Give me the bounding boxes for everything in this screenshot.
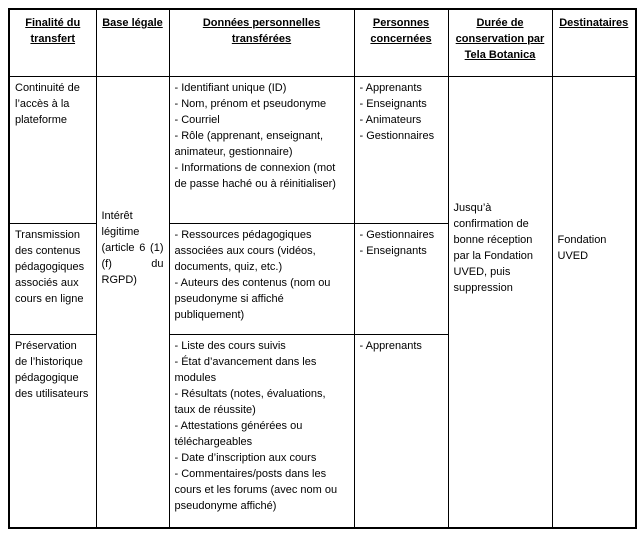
column-header-base-legale: Base légale xyxy=(96,9,169,76)
cell-finalite-transmission: Transmission des contenus pédagogiques associés aux cours en ligne xyxy=(9,223,96,334)
column-header-personnes-concernees: Personnes concernées xyxy=(354,9,448,76)
list-line: - Rôle (apprenant, enseignant, animateur, gestionnaire) xyxy=(174,129,324,158)
cell-donnees-historique xyxy=(169,334,354,528)
list-line: - Auteurs des contenus (nom ou pseudonyme si affiché publiquement) xyxy=(174,276,331,321)
list-line: - Apprenants xyxy=(359,81,422,94)
column-header-destinataires: Destinataires xyxy=(552,9,636,76)
list-line: - Date d’inscription aux cours xyxy=(174,451,317,464)
cell-personnes-apprenants xyxy=(354,334,448,528)
list-line: - Ressources pédagogiques associées aux cours (vidéos, documents, quiz, etc.) xyxy=(174,228,316,273)
column-header-duree-conservation: Durée de conservation par Tela Botanica xyxy=(448,9,552,76)
cell-duree-conservation: Jusqu’à confirmation de bonne réception par la Fondation UVED, puis suppression xyxy=(448,76,552,528)
list-line: - Apprenants xyxy=(359,339,422,352)
cell-personnes-gestionnaires-enseignants xyxy=(354,223,448,334)
list-line: - Identifiant unique (ID) xyxy=(174,81,287,94)
list-line: - Attestations générées ou téléchargeables xyxy=(174,419,303,448)
rgpd-transfer-table xyxy=(8,8,637,529)
list-line: - Enseignants xyxy=(359,244,427,257)
cell-personnes-tous xyxy=(354,76,448,223)
table-row-continuite-acces xyxy=(9,76,636,223)
list-line: - Commentaires/posts dans les cours et les forums (avec nom ou pseudonyme affiché) xyxy=(174,467,338,512)
list-line: - Liste des cours suivis xyxy=(174,339,286,352)
list-line: - Enseignants xyxy=(359,97,427,110)
cell-finalite-continuite: Continuité de l’accès à la plateforme xyxy=(9,76,96,223)
list-line: - Informations de connexion (mot de passe haché ou à réinitialiser) xyxy=(174,161,336,190)
list-line: - Gestionnaires xyxy=(359,228,435,241)
column-header-finalite-transfert: Finalité du transfert xyxy=(9,9,96,76)
cell-destinataires: Fondation UVED xyxy=(552,76,636,528)
column-header-donnees-personnelles: Données personnelles transférées xyxy=(169,9,354,76)
cell-donnees-identite xyxy=(169,76,354,223)
cell-donnees-ressources xyxy=(169,223,354,334)
list-line: - Gestionnaires xyxy=(359,129,435,142)
list-line: - Nom, prénom et pseudonyme xyxy=(174,97,327,110)
list-line: - Animateurs xyxy=(359,113,422,126)
cell-finalite-preservation: Préservation de l’historique pédagogique des utilisateurs xyxy=(9,334,96,528)
list-line: - Résultats (notes, évaluations, taux de réussite) xyxy=(174,387,326,416)
header-row xyxy=(9,9,636,76)
list-line: - Courriel xyxy=(174,113,220,126)
list-line: - État d’avancement dans les modules xyxy=(174,355,317,384)
cell-base-legale: Intérêt légitime (article 6 (1) (f) du RGPD) xyxy=(96,76,169,528)
